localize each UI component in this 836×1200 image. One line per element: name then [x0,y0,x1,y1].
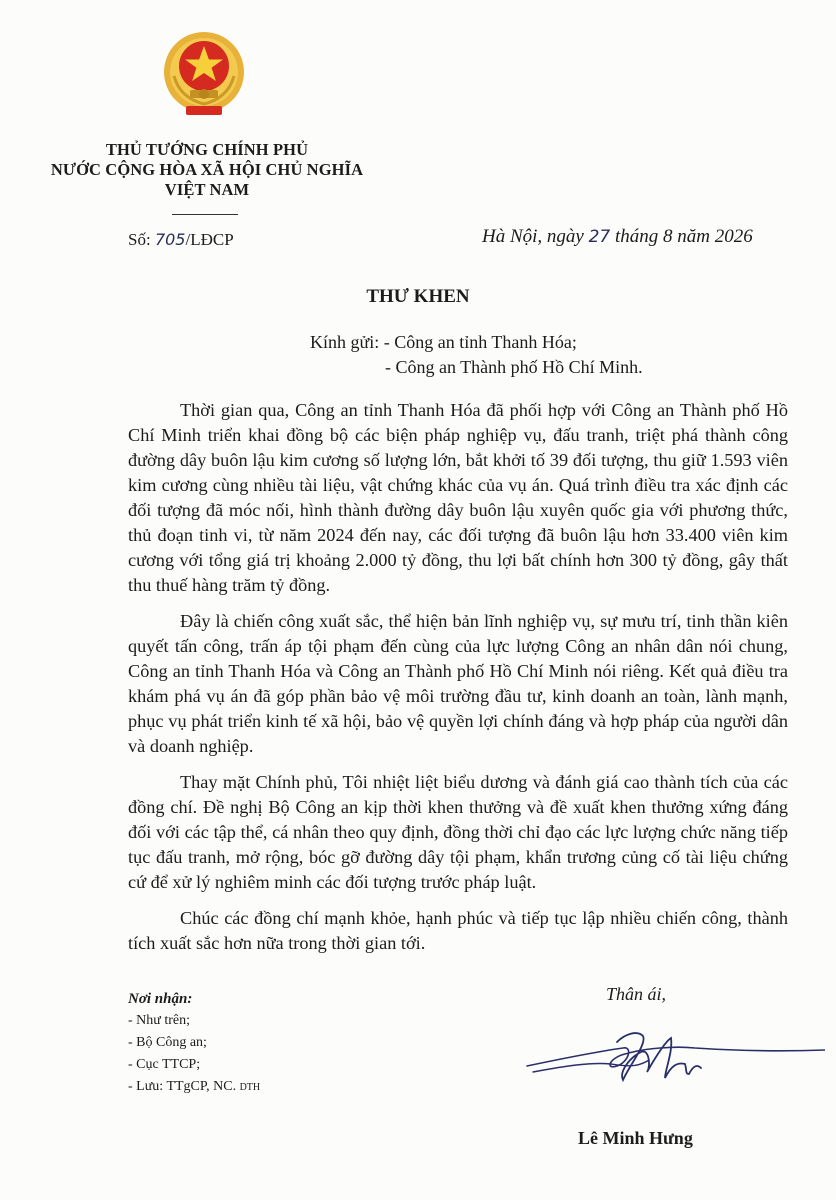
doc-number-prefix: Số: [128,230,151,249]
receivers-title: Nơi nhận: [128,991,193,1007]
date-line [482,226,753,248]
header-divider [172,214,238,215]
body-paragraph: Đây là chiến công xuất sắc, thể hiện bản lĩnh nghiệp vụ, sự mưu trí, tinh thần kiên quyết tấn công, trấn áp tội phạm đến cùng của lực lượng Công an nhân dân nói chung, Công an tỉnh Thanh Hóa và Công an Thành phố Hồ Chí Minh nói riêng. Kết quả điều tra khám phá vụ án đã góp phần bảo vệ môi trường đầu tư, kinh doanh an toàn, lành mạnh, phục vụ phát triển kinh tế xã hội, bảo vệ quyền lợi chính đáng và hợp pháp của người dân và doanh nghiệp. [128,611,788,756]
receiver-item: - Bộ Công an; [128,1035,207,1050]
receiver-item [128,1076,260,1099]
closing-salutation: Thân ái, [606,984,667,1004]
recipient-item: - Công an Thành phố Hồ Chí Minh. [385,357,643,377]
signer-name: Lê Minh Hưng [578,1128,693,1148]
doc-number-handwritten: 705 [154,230,186,249]
letter-title: THƯ KHEN [366,286,470,307]
doc-number-suffix: /LĐCP [185,230,234,249]
body-paragraph: Chúc các đồng chí mạnh khỏe, hạnh phúc và tiếp tục lập nhiều chiến công, thành tích xuất sắc hơn nữa trong thời gian tới. [128,908,788,953]
issuing-organization [42,140,372,200]
org-line: THỦ TƯỚNG CHÍNH PHỦ [105,140,309,159]
receiver-item-text: - Lưu: TTgCP, NC. [128,1079,237,1094]
recipient-item: - Công an tỉnh Thanh Hóa; [383,332,577,352]
date-day-handwritten: 27 [588,227,611,247]
handwritten-signature [525,1022,825,1102]
receivers-block [128,988,260,1099]
drafter-initials: DTH [239,1082,261,1093]
org-line: VIỆT NAM [164,180,250,199]
body-paragraph: Thời gian qua, Công an tỉnh Thanh Hóa đã phối hợp với Công an Thành phố Hồ Chí Minh triển khai đồng bộ các biện pháp nghiệp vụ, đấu tranh, triệt phá thành công đường dây buôn lậu kim cương số lượng lớn, bắt khởi tố 39 đối tượng, thu giữ 1.593 viên kim cương cùng nhiều tài liệu, vật chứng khác của vụ án. Quá trình điều tra xác định các đối tượng đã móc nối, hình thành đường dây buôn lậu xuyên quốc gia với phương thức, thủ đoạn tinh vi, từ năm 2024 đến nay, các đối tượng đã buôn lậu hơn 33.400 viên kim cương với tổng giá trị khoảng 2.000 tỷ đồng, thu lợi bất chính hơn 300 tỷ đồng, gây thất thu thuế hàng trăm tỷ đồng. [128,400,788,595]
date-rest: tháng 8 năm 2026 [615,226,753,247]
national-emblem-icon [160,28,248,120]
letter-body [128,398,788,967]
receiver-item: - Như trên; [128,1013,191,1028]
date-place: Hà Nội, ngày [482,226,584,247]
body-paragraph: Thay mặt Chính phủ, Tôi nhiệt liệt biểu dương và đánh giá cao thành tích của các đồng chí. Đề nghị Bộ Công an kịp thời khen thưởng và đề xuất khen thưởng xứng đáng đối với các tập thể, cá nhân theo quy định, đồng thời chỉ đạo các lực lượng chức năng tiếp tục đấu tranh, mở rộng, bóc gỡ đường dây tội phạm, khẩn trương củng cố tài liệu chứng cứ để xử lý nghiêm minh các đối tượng trước pháp luật. [128,772,788,892]
document-number [128,230,234,250]
receiver-item: - Cục TTCP; [128,1057,201,1072]
recipients-block [310,330,643,380]
recipients-label: Kính gửi: [310,332,380,352]
org-line: NƯỚC CỘNG HÒA XÃ HỘI CHỦ NGHĨA [50,160,364,179]
